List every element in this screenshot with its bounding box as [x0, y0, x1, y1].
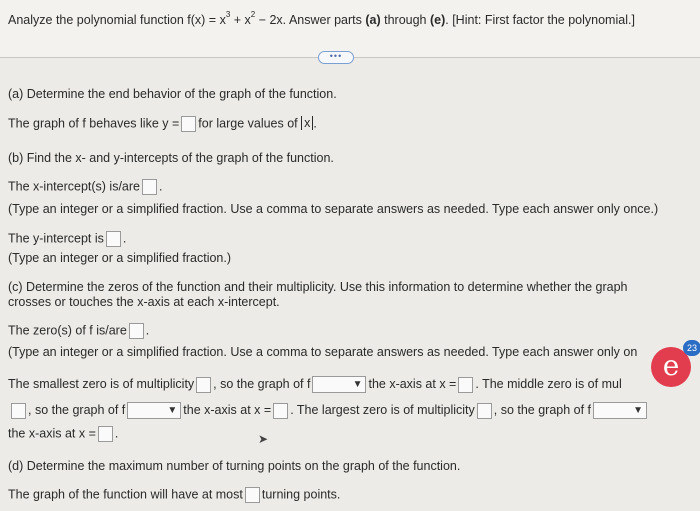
- largest-zero-x-input[interactable]: [98, 426, 113, 442]
- multiplicity-row-3: [8, 426, 118, 442]
- exponent-3: 3: [225, 10, 231, 19]
- middle-multiplicity-input[interactable]: [11, 403, 26, 419]
- x-axis-text: the x-axis at x =: [183, 402, 272, 417]
- multiplicity-row-1: [8, 376, 622, 393]
- question-prompt: [8, 12, 635, 27]
- x-intercept-label: The x-intercept(s) is/are: [8, 179, 140, 194]
- part-e-ref: (e): [429, 13, 446, 28]
- zeros-label: The zero(s) of f is/are: [8, 323, 127, 338]
- mouse-cursor-icon: ➤: [258, 432, 269, 446]
- middle-zero-label: . The middle zero is of mul: [475, 376, 622, 391]
- end-behavior-label: The graph of f behaves like y =: [8, 116, 180, 131]
- abs-x: x: [301, 116, 313, 130]
- zeros-input[interactable]: [129, 323, 144, 339]
- smallest-zero-label: The smallest zero is of multiplicity: [8, 376, 195, 391]
- multiplicity-row-2: [8, 402, 649, 419]
- y-intercept-input[interactable]: [106, 231, 121, 247]
- graph-of-f-text: , so the graph of f: [493, 402, 592, 417]
- y-intercept-line: [8, 231, 126, 247]
- edge-browser-icon[interactable]: e: [651, 347, 691, 387]
- turning-points-label: The graph of the function will have at most: [8, 487, 243, 502]
- exponent-2: 2: [250, 10, 256, 19]
- largest-multiplicity-input[interactable]: [477, 403, 492, 419]
- part-c-question-line2: crosses or touches the x-axis at each x-intercept.: [8, 295, 280, 309]
- turning-points-line: [8, 487, 340, 503]
- zeros-instruction: (Type an integer or a simplified fraction. Use a comma to separate answers as needed. Type each answer only on: [8, 345, 638, 359]
- zeros-line: [8, 323, 149, 339]
- period: .: [122, 231, 127, 246]
- period: .: [145, 323, 150, 338]
- end-behavior-text: for large values of: [198, 116, 298, 131]
- y-intercept-instruction: (Type an integer or a simplified fraction.): [8, 251, 232, 265]
- part-a-ref: (a): [365, 13, 381, 28]
- period: .: [114, 426, 119, 441]
- part-c-question-line1: (c) Determine the zeros of the function and their multiplicity. Use this information to determine whether the graph: [8, 280, 628, 294]
- hint-text: . [Hint: First factor the polynomial.]: [445, 13, 635, 28]
- chevron-down-icon: ▼: [167, 405, 178, 416]
- graph-of-f-text: , so the graph of f: [213, 376, 311, 391]
- part-d-question: (d) Determine the maximum number of turning points on the graph of the function.: [8, 459, 461, 473]
- prompt-text-mid: + x: [230, 13, 251, 28]
- largest-cross-touch-dropdown[interactable]: [593, 402, 647, 419]
- notification-count-badge: 23: [683, 340, 700, 356]
- part-b-question: (b) Find the x- and y-intercepts of the graph of the function.: [8, 151, 334, 165]
- end-behavior-input[interactable]: [181, 116, 196, 132]
- prompt-through: through: [380, 13, 430, 28]
- prompt-text-suffix: − 2x. Answer parts: [255, 13, 366, 28]
- turning-points-text: turning points.: [261, 487, 341, 502]
- chevron-down-icon: ▼: [352, 379, 363, 390]
- x-axis-text: the x-axis at x =: [8, 426, 96, 441]
- chevron-down-icon: ▼: [633, 405, 644, 416]
- question-header: [0, 0, 700, 58]
- largest-zero-label: . The largest zero is of multiplicity: [290, 402, 475, 417]
- x-intercept-instruction: (Type an integer or a simplified fraction. Use a comma to separate answers as needed. Type each answer only once.): [8, 202, 659, 216]
- x-axis-text: the x-axis at x =: [368, 376, 457, 391]
- period: .: [313, 116, 317, 131]
- smallest-multiplicity-input[interactable]: [196, 377, 211, 393]
- turning-points-input[interactable]: [245, 487, 260, 503]
- expand-more-button[interactable]: •••: [318, 51, 354, 64]
- prompt-text: Analyze the polynomial function f(x) = x: [8, 13, 226, 28]
- x-intercept-input[interactable]: [142, 179, 157, 195]
- middle-cross-touch-dropdown[interactable]: [127, 402, 181, 419]
- part-a-question: (a) Determine the end behavior of the graph of the function.: [8, 87, 337, 101]
- smallest-zero-x-input[interactable]: [458, 377, 473, 393]
- middle-zero-x-input[interactable]: [273, 403, 288, 419]
- y-intercept-label: The y-intercept is: [8, 231, 104, 246]
- period: .: [158, 179, 163, 194]
- x-intercept-line: [8, 179, 162, 195]
- part-a-answer-line: [8, 116, 317, 132]
- graph-of-f-text: , so the graph of f: [28, 402, 126, 417]
- smallest-cross-touch-dropdown[interactable]: [312, 376, 366, 393]
